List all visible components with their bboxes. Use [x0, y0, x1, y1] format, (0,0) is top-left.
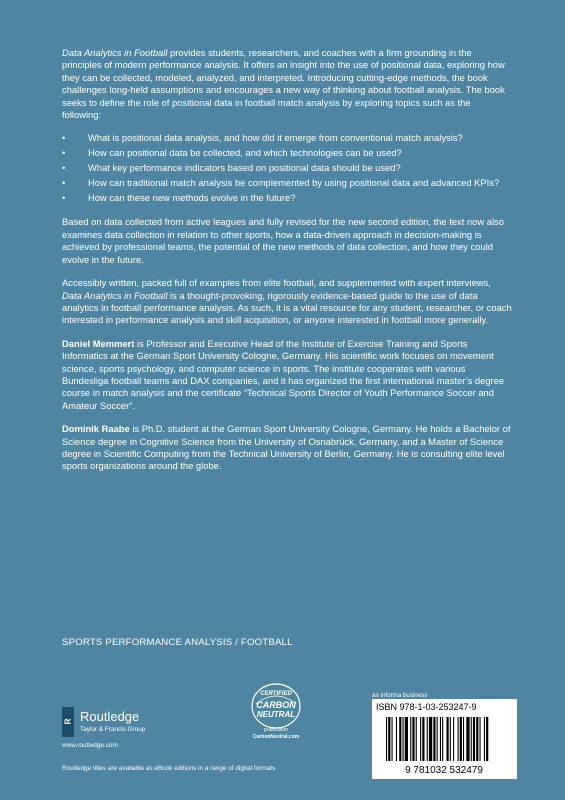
carbon-line3: NEUTRAL [256, 710, 296, 719]
carbon-url: CarbonNeutral.com [252, 734, 300, 740]
barcode-block [372, 699, 517, 779]
author-bio-raabe: Dominik Raabe is Ph.D. student at the German Sport University Cologne, Germany. He holds a Bachelor of Science degree in Cognitive Science from the University of Osnabrück, Germany, and a Master of Science degree in Scientific Computing from the Technical University of Berlin, Germany. He is consulting elite level sports organizations around the globe. [62, 423, 511, 472]
barcode-bar [437, 717, 438, 761]
barcode-bar [399, 717, 401, 761]
informa-label: an informa business [372, 692, 428, 699]
barcode-bar [473, 717, 475, 761]
book-title: Data Analytics in Football [62, 289, 168, 301]
list-item: • How can positional data be collected, and which technologies can be used? [62, 147, 512, 159]
routledge-logo [62, 707, 222, 747]
barcode-bar [405, 717, 408, 761]
ebook-note: Routledge titles are available as eBook editions in a range of digital formats [62, 765, 276, 772]
barcode-bar [386, 717, 387, 761]
barcode-bar [427, 717, 428, 761]
series-label: SPORTS PERFORMANCE ANALYSIS / FOOTBALL [62, 637, 293, 648]
barcode-bar [422, 717, 424, 761]
barcode-bar [447, 717, 449, 761]
barcode-bar [471, 717, 472, 761]
barcode-bar [412, 717, 414, 761]
intro-paragraph [62, 47, 512, 121]
barcode-bar [460, 717, 462, 761]
barcode-bar [463, 717, 464, 761]
barcode-bar [484, 717, 485, 761]
paragraph-summary: Accessibly written, packed full of examples from elite football, and supplemented with expert interviews, Data Analytics in Football is a thought-provoking, rigorously evidence-based guide to the use of data analytics in football performance analysis. As such, it is a vital resource for any student, researcher, or coach interested in performance analysis and skill acquisition, or anyone interested in football more generally. [62, 277, 512, 326]
author-name: Dominik Raabe [62, 423, 130, 435]
list-item: • How can these new methods evolve in the future? [62, 192, 512, 204]
barcode-bar [486, 717, 488, 761]
barcode-bar [480, 717, 481, 761]
routledge-mark-icon: R [62, 707, 74, 737]
carbon-line1: CERTIFIED [260, 691, 292, 697]
topic-list [62, 132, 512, 204]
barcode-bar [442, 717, 443, 761]
barcode-bar [388, 717, 390, 761]
publisher-name: Routledge [80, 709, 140, 724]
list-item: • What is positional data analysis, and how did it emerge from conventional match analysis? [62, 132, 512, 144]
barcode-bar [433, 717, 435, 761]
carbon-publication: publication [264, 727, 288, 733]
barcode-bar [416, 717, 417, 761]
barcode-bar [429, 717, 432, 761]
blurb [62, 47, 512, 484]
author-name: Daniel Memmert [62, 337, 135, 349]
barcode-bar [453, 717, 454, 761]
barcode-bar [440, 717, 441, 761]
intro-text: provides students, researchers, and coaches with a firm grounding in the principles of modern performance analysis. It offers an insight into the use of positional data, exploring how they can be collected, modeled, analyzed, and interpreted. Introducing cutting-edge methods, the book challenges long-held assumptions and encourages a new way of thinking about football analysis. The book seeks to define the role of positional data in football match analysis by exploring topics such as the following: [62, 47, 505, 121]
barcode-icon [372, 715, 517, 779]
list-item: • What key performance indicators based on positional data should be used? [62, 162, 512, 174]
isbn-text: ISBN 978-1-03-253247-9 [376, 702, 477, 712]
barcode-bar [458, 717, 459, 761]
barcode-bar [410, 717, 411, 761]
barcode-bar [466, 717, 469, 761]
publisher-group: Taylor & Francis Group [80, 726, 146, 733]
author-bio-memmert: Daniel Memmert is Professor and Executive Head of the Institute of Exercise Training and Sports Informatics at the German Sport University Cologne, Germany. His scientific work focuses on movement science, sports psychology, and computer science in sports. The institute cooperates with various Bundesliga football teams and DAX companies, and it has organized the first international master’s degree course in match analysis and the certificate “Technical Sports Director of Youth Performance Soccer and Amateur Soccer”. [62, 337, 505, 411]
barcode-bar [392, 717, 393, 761]
book-title: Data Analytics in Football [62, 47, 168, 58]
list-item: • How can traditional match analysis be complemented by using positional data and advanced KPIs? [62, 177, 512, 189]
barcode-digits: 9 781032 532479 [405, 765, 483, 776]
barcode-bar [450, 717, 451, 761]
barcode-bar [403, 717, 404, 761]
barcode-bar [396, 717, 397, 761]
barcode-bar [420, 717, 421, 761]
barcode-bar [476, 717, 478, 761]
publisher-url[interactable]: www.routledge.com [62, 742, 118, 749]
carbon-line2: CARBON [256, 700, 296, 710]
paragraph-second-edition: Based on data collected from active leagues and fully revised for the new second edition, the text now also examines data collection in relation to other sports, how a data-driven approach in decision-making is achieved by professional teams, the potential of the new methods of data collection, and how they could evolve in the future. [62, 216, 504, 265]
